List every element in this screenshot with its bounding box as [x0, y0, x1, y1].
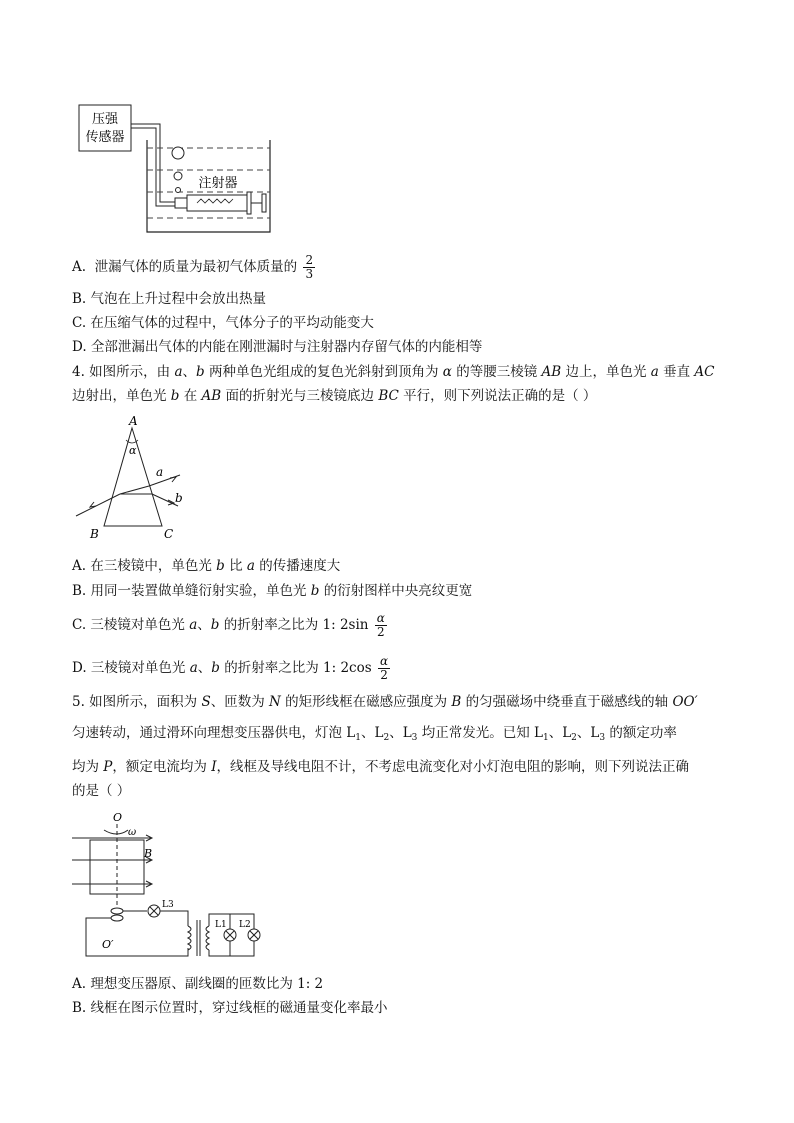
omega-label: ω [128, 827, 137, 838]
q5-stem-line1: 5. 如图所示，面积为 S、匝数为 N 的矩形线框在磁感应强度为 B 的匀强磁场中绕垂直于磁感线的轴 OO′ [72, 694, 698, 710]
prism-figure [72, 412, 202, 542]
axis-O-prime-label: O′ [102, 938, 114, 951]
q4-stem-line2: 边射出，单色光 b 在 AB 面的折射光与三棱镜底边 BC 平行，则下列说法正确的是（ ） [72, 388, 597, 404]
q4-option-d: D. 三棱镜对单色光 a、b 的折射率之比为 1: 2cos $\frac{\alpha}{2}$ [72, 654, 389, 682]
ray-b-label: b [175, 491, 183, 505]
vertex-A: A [129, 414, 138, 428]
q4-stem-line1: 4. 如图所示，由 a、b 两种单色光组成的复色光斜射到顶角为 α 的等腰三棱镜 AB 边上，单色光 a 垂直 AC [72, 364, 715, 380]
q3-option-a [72, 254, 317, 281]
field-B-label: B [144, 847, 153, 860]
fraction-alpha-over-2: $\frac{\alpha}{2}$ [376, 611, 385, 639]
q4-option-a: A. 在三棱镜中，单色光 b 比 a 的传播速度大 [72, 558, 341, 574]
vertex-B: B [90, 527, 99, 541]
q5-stem-line3: 均为 P，额定电流均为 I，线框及导线电阻不计，不考虑电流变化对小灯泡电阻的影响，则下列说法正确 [72, 759, 690, 775]
option-a-label: A. [72, 259, 87, 275]
vertex-C: C [164, 527, 174, 541]
lamp-L3-label: L3 [162, 900, 174, 910]
q5-option-a: A. 理想变压器原、副线圈的匝数比为 1: 2 [72, 976, 324, 992]
sensor-label-1: 压强 [91, 112, 119, 127]
q5-option-b: B. 线框在图示位置时，穿过线框的磁通量变化率最小 [72, 1000, 388, 1016]
q5-stem-line2: 匀速转动，通过滑环向理想变压器供电，灯泡 $L_1$、$L_2$、$L_3$ 均正常发光。已知 $L_1$、$L_2$、$L_3$ 的额定功率 [72, 725, 677, 743]
syringe-label: 注射器 [198, 176, 238, 191]
lamp-L2-label: L2 [239, 920, 251, 930]
q3-option-d: D. 全部泄漏出气体的内能在刚泄漏时与注射器内存留气体的内能相等 [72, 339, 483, 355]
sensor-label-2: 传感器 [85, 130, 125, 145]
fraction-two-thirds: $\frac{2}{3}$ [305, 253, 314, 281]
lamp-L1-label: L1 [215, 920, 227, 930]
ray-a-label: a [156, 465, 164, 479]
axis-O-label: O [113, 811, 123, 824]
fraction-alpha-over-2-d: $\frac{\alpha}{2}$ [379, 654, 389, 682]
q3-option-c: C. 在压缩气体的过程中，气体分子的平均动能变大 [72, 315, 374, 331]
generator-transformer-figure [72, 808, 272, 963]
pressure-syringe-figure [72, 100, 282, 240]
q4-option-b: B. 用同一装置做单缝衍射实验，单色光 b 的衍射图样中央亮纹更宽 [72, 583, 473, 599]
q4-option-c: C. 三棱镜对单色光 a、b 的折射率之比为 1: 2sin $\frac{\alpha}{2}$ [72, 611, 385, 639]
q3-option-b: B. 气泡在上升过程中会放出热量 [72, 291, 267, 307]
q5-stem-line4: 的是（ ） [72, 783, 131, 799]
option-a-text: 泄漏气体的质量为最初气体质量的 [94, 259, 298, 275]
apex-angle: α [129, 444, 137, 457]
